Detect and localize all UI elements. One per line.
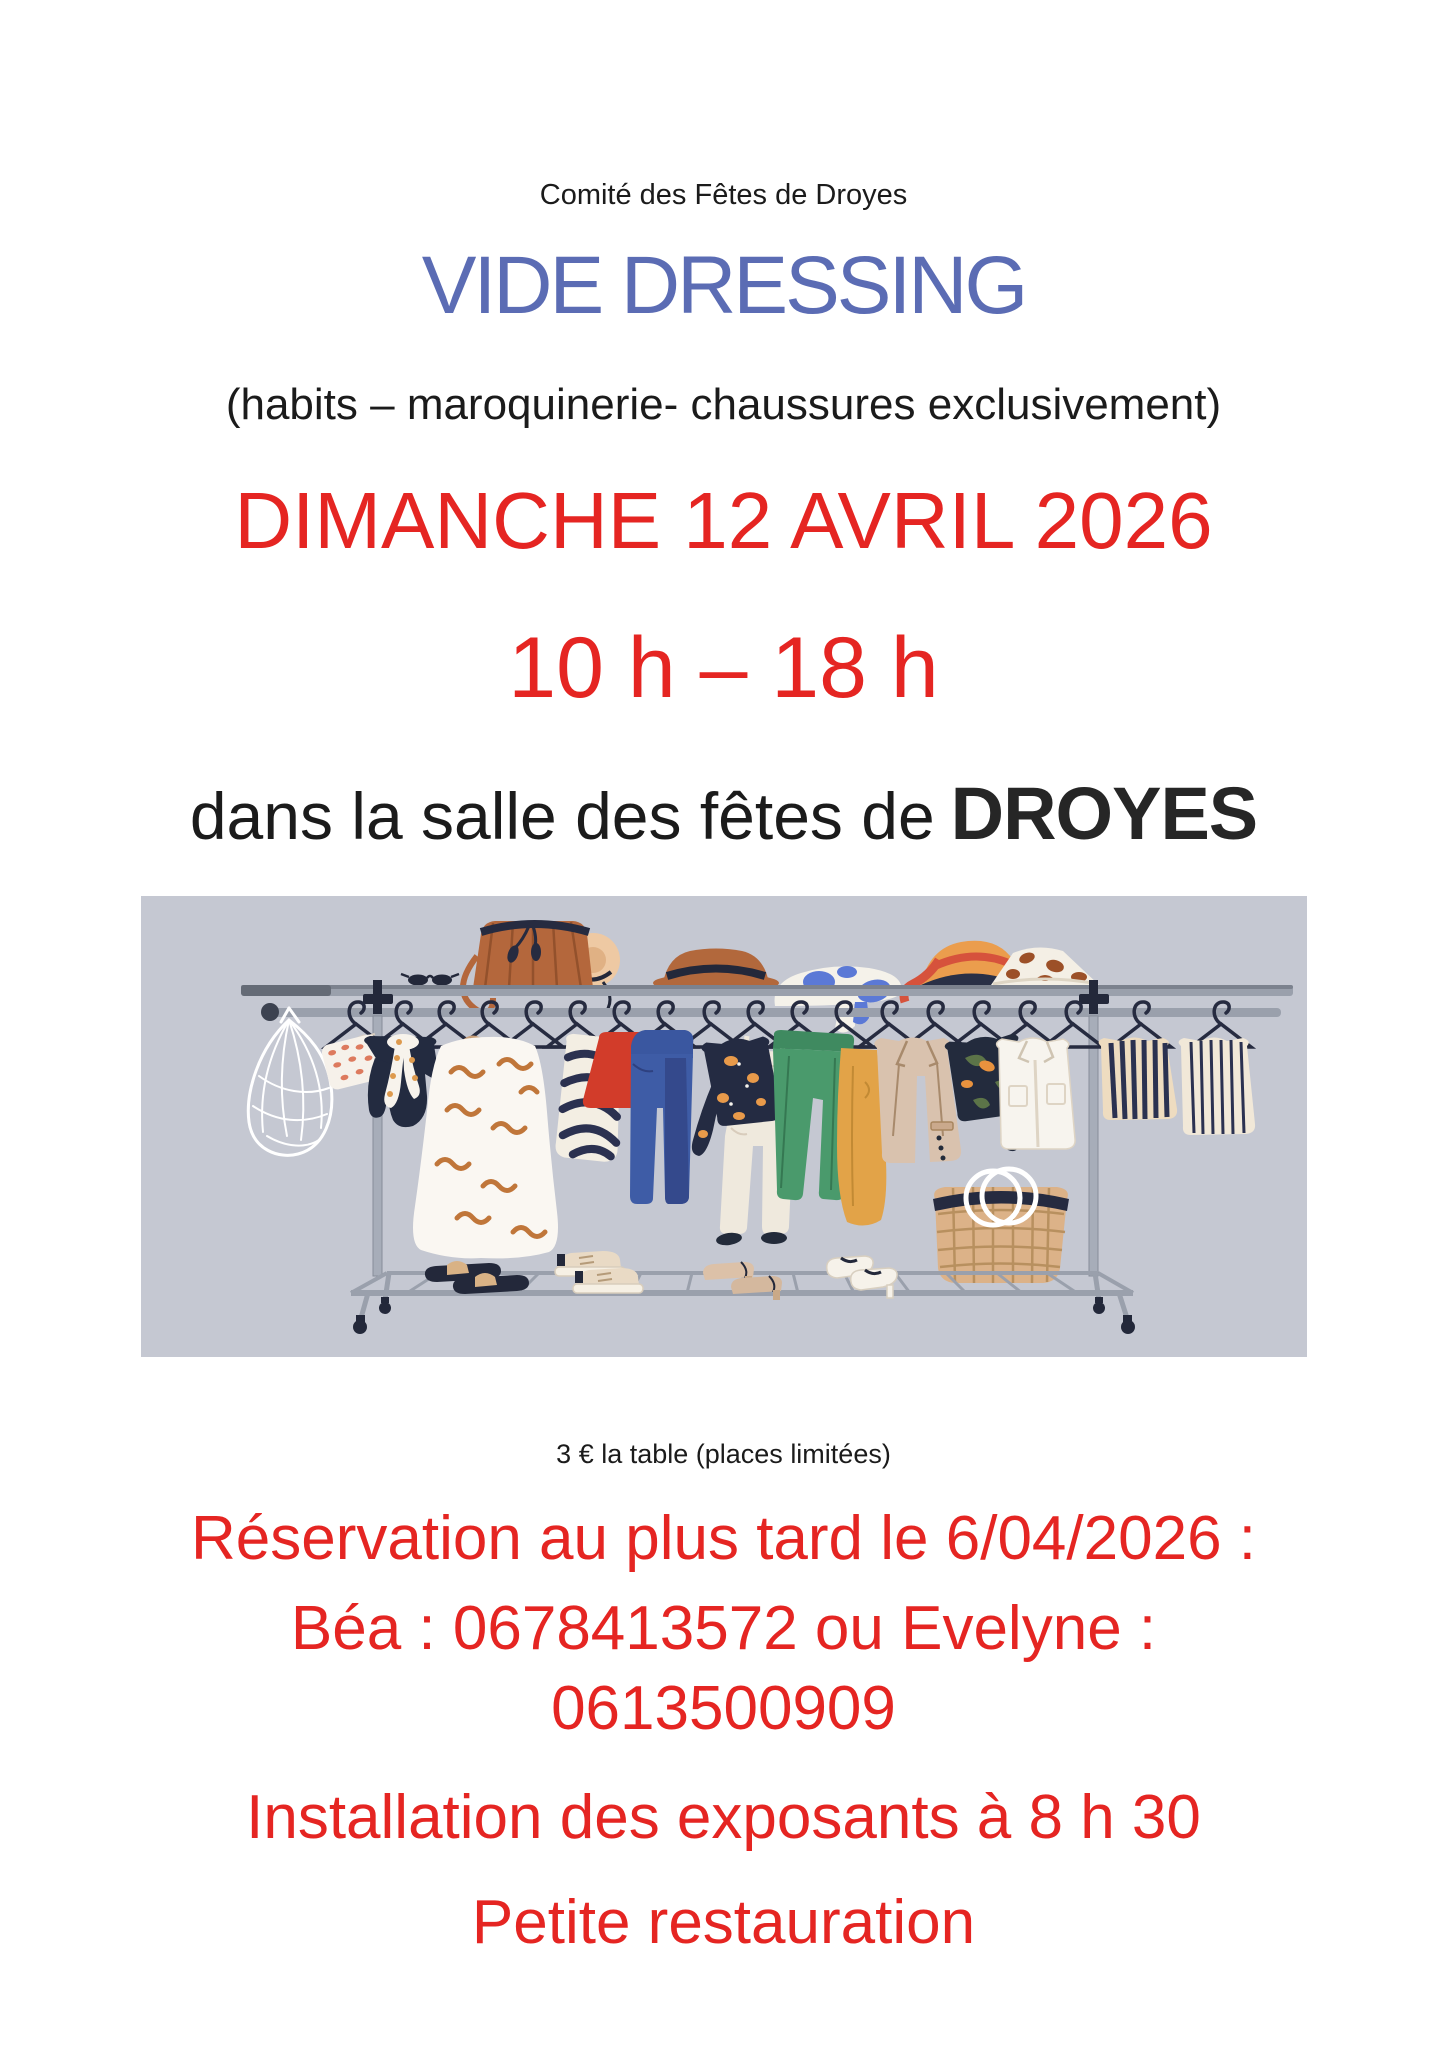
event-date: DIMANCHE 12 AVRIL 2026	[234, 476, 1213, 565]
white-shirt	[997, 1038, 1075, 1149]
poster-subtitle: (habits – maroquinerie- chaussures exclusivement)	[225, 380, 1222, 429]
setup-info: Installation des exposants à 8 h 30	[246, 1783, 1201, 1852]
striped-cardigan	[1099, 1038, 1177, 1121]
poster-title: VIDE DRESSING	[421, 240, 1026, 331]
contact-phone-2: 0613500909	[551, 1674, 896, 1743]
white-dress	[413, 1037, 558, 1258]
clothing-rack-illustration	[141, 896, 1307, 1357]
price-note: 3 € la table (places limitées)	[556, 1439, 891, 1469]
venue-prefix: dans la salle des fêtes de	[189, 779, 935, 853]
contacts-line: Béa : 0678413572 ou Evelyne :	[290, 1594, 1157, 1663]
organizer-text: Comité des Fêtes de Droyes	[539, 179, 908, 211]
clothing-rack-svg	[141, 896, 1307, 1357]
food-info: Petite restauration	[471, 1888, 976, 1957]
venue-city: DROYES	[950, 772, 1258, 855]
rack-top-shelf	[241, 985, 1293, 996]
event-venue	[0, 772, 1447, 855]
striped-shirt-right	[1179, 1038, 1255, 1136]
event-hours: 10 h – 18 h	[508, 620, 939, 716]
reservation-deadline: Réservation au plus tard le 6/04/2026 :	[190, 1504, 1257, 1573]
